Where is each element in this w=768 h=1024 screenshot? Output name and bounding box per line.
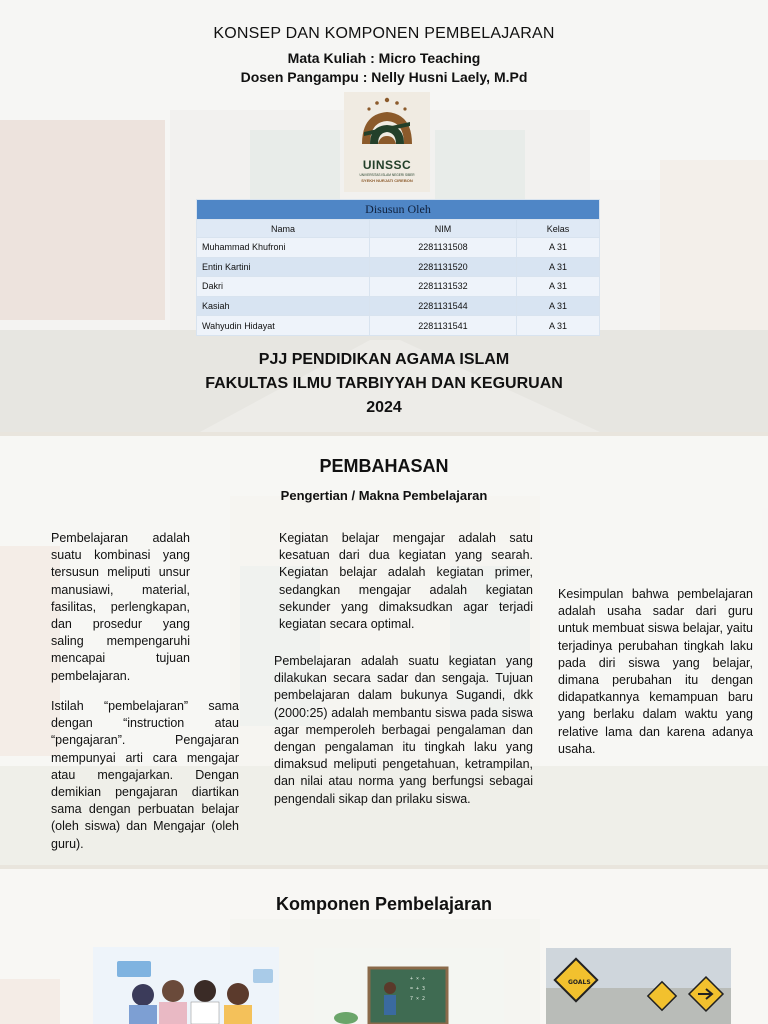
- section-subtitle: Pengertian / Makna Pembelajaran: [280, 488, 488, 503]
- table-row: [197, 238, 600, 258]
- member-class: A 31: [517, 296, 600, 316]
- column-header-kelas: Kelas: [517, 220, 600, 238]
- goals-sign-text: GOALS: [568, 979, 591, 986]
- column-header-nama: Nama: [197, 220, 370, 238]
- member-class: A 31: [517, 316, 600, 336]
- svg-text:+ × ÷: + × ÷: [410, 976, 426, 982]
- table-row: [197, 296, 600, 316]
- course-name: Mata Kuliah : Micro Teaching: [287, 50, 481, 66]
- member-nim: 2281131532: [370, 277, 517, 297]
- table-caption: Disusun Oleh: [197, 200, 600, 220]
- member-nim: 2281131508: [370, 238, 517, 258]
- logo-text: UINSSC: [362, 158, 412, 172]
- member-nim: 2281131520: [370, 257, 517, 277]
- title-slide: [0, 0, 768, 432]
- left-paragraph-1: Pembelajaran adalah suatu kombinasi yang tersusun meliputi unsur manusiawi, material, fasilitas, perlengkapan, dan prosedur yang saling mempengaruhi mencapai tujuan pembelajaran.: [51, 531, 190, 683]
- table-row: [197, 257, 600, 277]
- member-nim: 2281131541: [370, 316, 517, 336]
- university-logo: [344, 92, 430, 192]
- teacher-illustration: [314, 948, 504, 1024]
- member-class: A 31: [517, 277, 600, 297]
- svg-text:7 × 2: 7 × 2: [410, 996, 426, 1002]
- section-title: PEMBAHASAN: [319, 456, 449, 476]
- left-paragraph-2: Istilah “pembelajaran” sama dengan “instruction atau “pengajaran”. Pengajaran mempunyai arti cara mengajar atau mengajarkan. Dengan demikian pengajaran diartikan sama dengan perbuatan belajar (oleh siswa) dan Mengajar (oleh guru).: [51, 699, 239, 851]
- year: 2024: [366, 399, 402, 416]
- middle-paragraph-1: Kegiatan belajar mengajar adalah satu kesatuan dari dua kegiatan yang searah. Kegiatan belajar adalah kegiatan primer, sedangkan mengajar adalah kegiatan sekunder yang dimaksudkan agar terjadi kegiatan secara optimal.: [279, 531, 533, 632]
- right-paragraph-1: Kesimpulan bahwa pembelajaran adalah usaha sadar dari guru untuk membuat siswa belajar, yaitu terjadinya perubahan tingkah laku pada diri siswa yang belajar, dimana perubahan itu dengan didapatkannya kemampuan baru yang berlaku dalam waktu yang relative lama dan karena adanya usaha.: [558, 587, 753, 756]
- member-name: Wahyudin Hidayat: [197, 316, 370, 336]
- member-name: Muhammad Khufroni: [197, 238, 370, 258]
- presentation-title: KONSEP DAN KOMPONEN PEMBELAJARAN: [213, 25, 555, 42]
- section-title: Komponen Pembelajaran: [275, 894, 493, 914]
- logo-subtitle-2: SYEKH NURJATI CIREBON: [361, 178, 413, 183]
- member-name: Dakri: [197, 277, 370, 297]
- faculty-name: FAKULTAS ILMU TARBIYYAH DAN KEGURUAN: [205, 375, 563, 392]
- table-row: [197, 277, 600, 297]
- students-illustration: [93, 947, 279, 1024]
- member-class: A 31: [517, 238, 600, 258]
- column-header-nim: NIM: [370, 220, 517, 238]
- middle-paragraph-2: Pembelajaran adalah suatu kegiatan yang dilakukan secara sadar dan sengaja. Tujuan pembelajaran dalam bukunya Sugandi, dkk (2000:25) adalah membantu siswa pada siswa agar memperoleh berbagai pengalaman dan dengan pengalaman itu tingkah laku yang dimaksud meliputi pengetahuan, ketrampilan, dan nilai atau norma yang berfungsi sebagai pengendali sikap dan prilaku siswa.: [274, 654, 533, 806]
- member-name: Entin Kartini: [197, 257, 370, 277]
- members-table: [196, 199, 600, 336]
- components-slide: [0, 869, 768, 1024]
- logo-subtitle-1: UNIVERSITAS ISLAM NEGERI SIBER: [359, 173, 415, 177]
- member-class: A 31: [517, 257, 600, 277]
- table-row: [197, 316, 600, 336]
- program-name: PJJ PENDIDIKAN AGAMA ISLAM: [258, 351, 510, 368]
- member-nim: 2281131544: [370, 296, 517, 316]
- lecturer-name: Dosen Pangampu : Nelly Husni Laely, M.Pd: [240, 69, 528, 85]
- svg-text:= + 3: = + 3: [410, 986, 426, 992]
- goals-sign-photo: [546, 948, 731, 1024]
- discussion-slide: [0, 436, 768, 865]
- member-name: Kasiah: [197, 296, 370, 316]
